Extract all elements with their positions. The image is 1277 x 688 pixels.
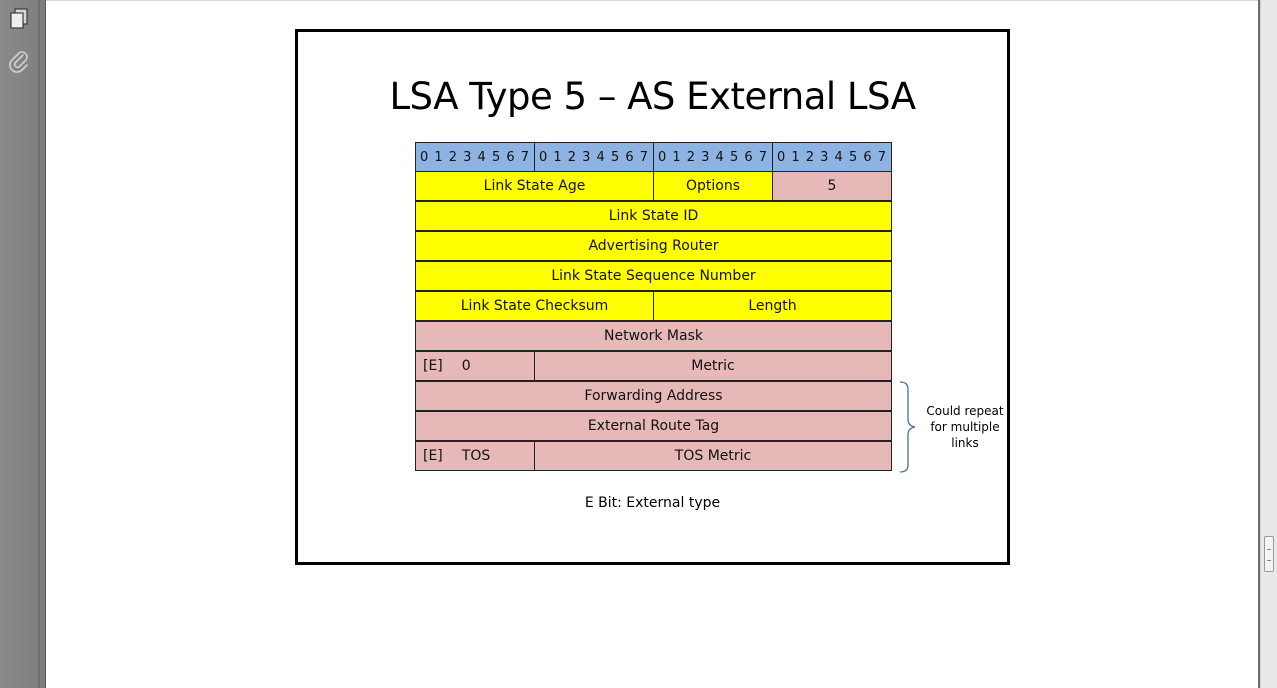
repeat-note-line: links [951,436,979,450]
tos-metric-field: TOS Metric [535,441,892,471]
sequence-number-field: Link State Sequence Number [416,261,892,291]
external-route-tag-field: External Route Tag [416,411,892,441]
repeat-note-line: for multiple [930,420,1000,434]
advertising-router-field: Advertising Router [416,231,892,261]
table-row [416,381,892,411]
navigation-pane [0,0,46,688]
slide-title: LSA Type 5 – AS External LSA [389,75,916,118]
pages-panel-button[interactable] [6,6,32,32]
link-state-id-field: Link State ID [416,201,892,231]
table-row [416,261,892,291]
bit-header-cell: 0 1 2 3 4 5 6 7 [654,143,773,172]
e-bit-footnote: E Bit: External type [584,495,721,511]
e-tos-field [416,441,535,471]
bit-header-cell: 0 1 2 3 4 5 6 7 [535,143,654,172]
scroll-thumb[interactable] [1264,536,1274,572]
table-row [416,321,892,351]
paperclip-icon [6,48,32,74]
table-row [416,411,892,441]
network-mask-field: Network Mask [416,321,892,351]
bit-header-row [416,143,892,172]
repeat-brace-icon [898,381,918,473]
table-row [416,201,892,231]
e-flag-label: [E] [423,358,443,374]
viewer-top-border [46,0,1258,1]
e-flag-field [416,351,535,381]
repeat-note [922,403,1008,451]
e-flag-label: [E] [423,448,443,464]
repeat-note-line: Could repeat [926,404,1004,418]
tos-label: TOS [461,448,491,464]
table-row [416,351,892,381]
lsa-format-table [415,142,892,471]
options-field: Options [654,172,773,202]
pages-icon [6,6,32,32]
table-row [416,172,892,202]
navigation-pane-inner [0,0,40,688]
metric-field: Metric [535,351,892,381]
attachments-panel-button[interactable] [6,48,32,74]
forwarding-address-field: Forwarding Address [416,381,892,411]
ls-type-field: 5 [773,172,892,202]
bit-header-cell: 0 1 2 3 4 5 6 7 [416,143,535,172]
table-row [416,291,892,321]
slide [295,29,1010,565]
zero-label: 0 [461,358,471,374]
vertical-scrollbar[interactable] [1260,0,1277,688]
table-row [416,441,892,471]
bit-header-cell: 0 1 2 3 4 5 6 7 [773,143,892,172]
checksum-field: Link State Checksum [416,291,654,321]
link-state-age-field: Link State Age [416,172,654,202]
length-field: Length [654,291,892,321]
table-row [416,231,892,261]
